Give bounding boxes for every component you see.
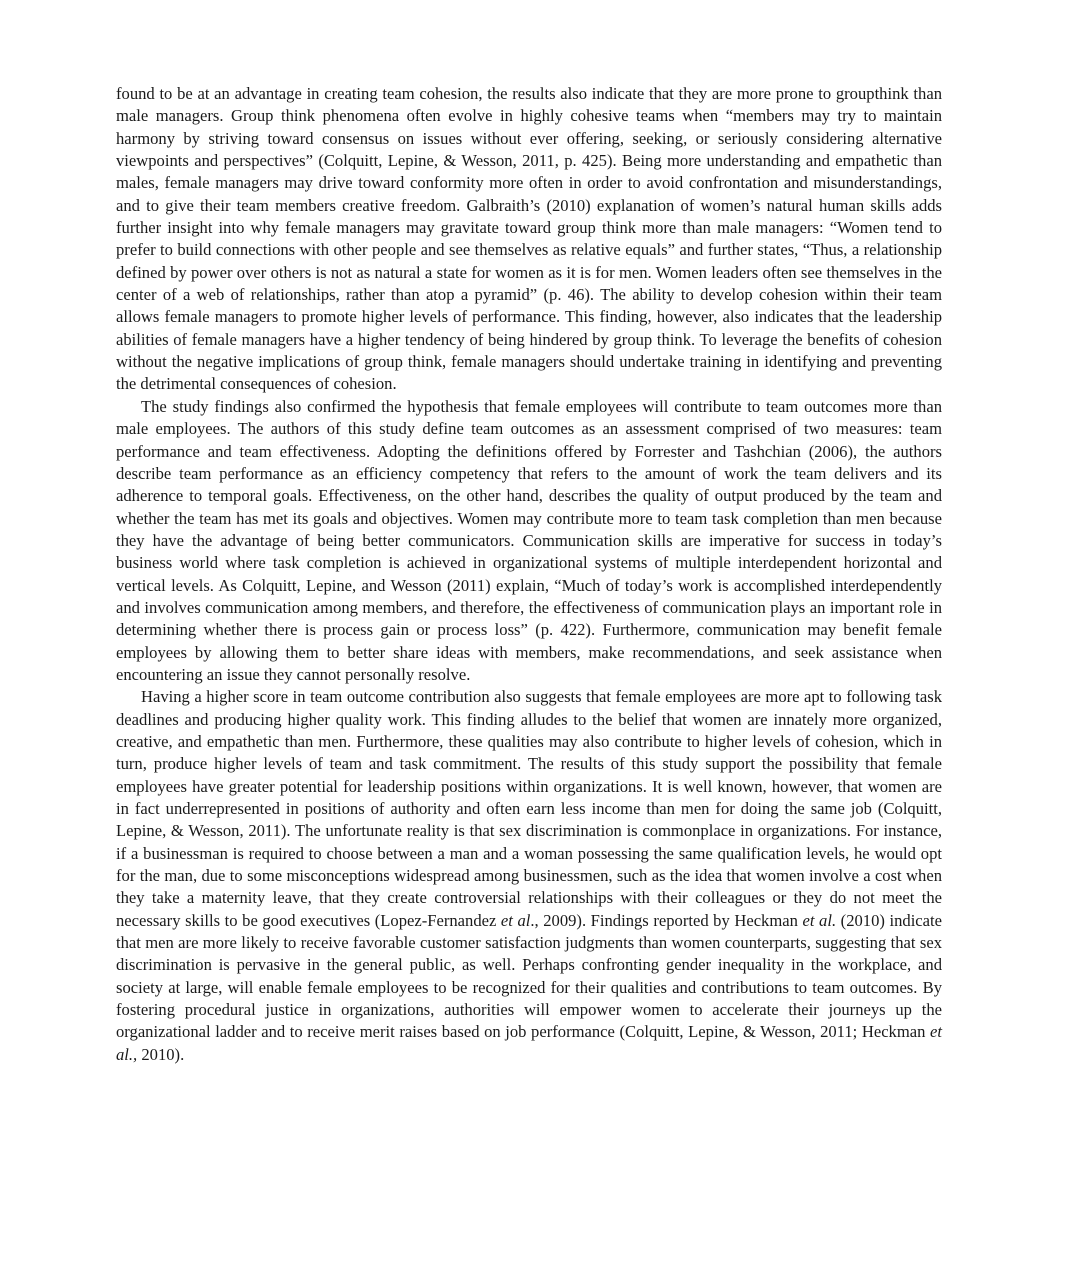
citation-italic: et al., xyxy=(116,1022,942,1064)
paragraph-text: The study findings also confirmed the hypothesis that female employees will contribute to team outcomes more than male employees. The authors of this study define team outcomes as an assessment comprised of two measures: team performance and team effectiveness. Adopting the definitions offered by Forrester and Tashchian (2006), the authors describe team performance as an efficiency competency that refers to the amount of work the team delivers and its adherence to temporal goals. Effectiveness, on the other hand, describes the quality of output produced by the team and whether the team has met its goals and objectives. Women may contribute more to team task completion than men because they have the advantage of being better communicators. Communication skills are imperative for success in today’s business world where task completion is achieved in organizational systems of multiple interdependent horizontal and vertical levels. As Colquitt, Lepine, and Wesson (2011) explain, “Much of today’s work is accomplished interdependently and involves communication among members, and therefore, the effectiveness of communication plays an important role in determining whether there is process gain or process loss” (p. 422). Furthermore, communication may benefit female employees by allowing them to better share ideas with members, make recommendations, and seek assistance when encountering an issue they cannot personally resolve. xyxy=(116,396,942,684)
paragraph-groupthink xyxy=(116,83,942,396)
paragraph-text: 2010). xyxy=(137,1044,185,1064)
document-body xyxy=(116,83,942,1066)
paragraph-team-outcomes xyxy=(116,396,942,686)
citation-italic: et al xyxy=(500,910,531,930)
paragraph-text: found to be at an advantage in creating team cohesion, the results also indicate that they are more prone to groupthink than male managers. Group think phenomena often evolve in highly cohesive teams when “members may try to maintain harmony by striving toward consensus on issues without ever offering, seeking, or seriously considering alternative viewpoints and perspectives” (Colquitt, Lepine, & Wesson, 2011, p. 425). Being more understanding and empathetic than males, female managers may drive toward conformity more often in order to avoid confrontation and misunderstandings, and to give their team members creative freedom. Galbraith’s (2010) explanation of women’s natural human skills adds further insight into why female managers may gravitate toward group think more than male managers: “Women tend to prefer to build connections with other people and see themselves as relative equals” and further states, “Thus, a relationship defined by power over others is not as natural a state for women as it is for men. Women leaders often see themselves in the center of a web of relationships, rather than atop a pyramid” (p. 46). The ability to develop cohesion within their team allows female managers to promote higher levels of performance. This finding, however, also indicates that the leadership abilities of female managers have a higher tendency of being hindered by group think. To leverage the benefits of cohesion without the negative implications of group think, female managers should undertake training in identifying and preventing the detrimental consequences of cohesion. xyxy=(116,84,942,394)
paragraph-discrimination xyxy=(116,686,942,1066)
citation-italic: et al. xyxy=(802,910,837,930)
paragraph-text: Having a higher score in team outcome contribution also suggests that female employees are more apt to following task deadlines and producing higher quality work. This finding alludes to the belief that women are innately more organized, creative, and empathetic than men. Furthermore, these qualities may also contribute to higher levels of cohesion, which in turn, produce higher levels of team and task commitment. The results of this study support the possibility that female employees have greater potential for leadership positions within organizations. It is well known, however, that women are in fact underrepresented in positions of authority and often earn less income than men for doing the same job (Colquitt, Lepine, & Wesson, 2011). The unfortunate reality is that sex discrimination is commonplace in organizations. For instance, if a businessman is required to choose between a man and a woman possessing the same qualification levels, he would opt for the man, due to some misconceptions widespread among businessmen, such as the idea that women involve a cost when they take a maternity leave, that they create controversial relationships with their colleagues or they do not meet the necessary skills to be good executives (Lopez-Fernandez xyxy=(116,687,942,930)
paragraph-text: (2010) indicate that men are more likely to receive favorable customer satisfaction judgments than women counterparts, suggesting that sex discrimination is pervasive in the general public, as well. Perhaps confronting gender inequality in the workplace, and society at large, will enable female employees to be recognized for their qualities and contributions to team outcomes. By fostering procedural justice in organizations, authorities will empower women to accelerate their journeys up the organizational ladder and to receive merit raises based on job performance (Colquitt, Lepine, & Wesson, 2011; Heckman xyxy=(116,910,943,1042)
paragraph-text: ., 2009). Findings reported by Heckman xyxy=(530,910,803,930)
